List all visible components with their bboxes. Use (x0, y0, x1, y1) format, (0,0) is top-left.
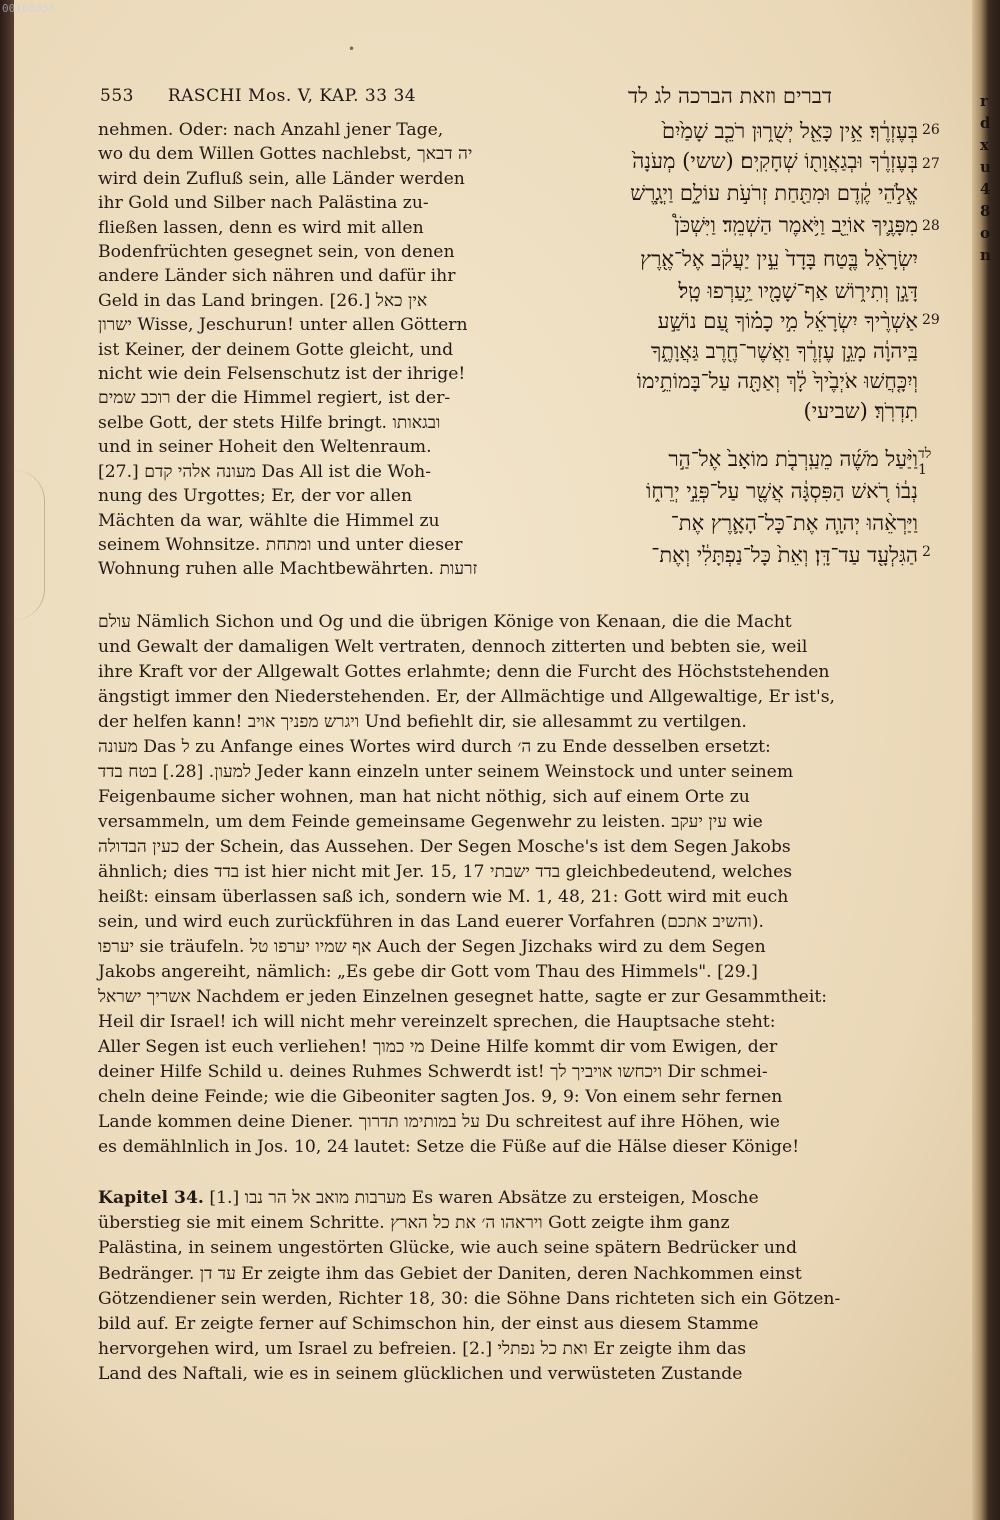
text-line: Götzendiener sein werden, Richter 18, 30: die Söhne Dans richteten sich ein Götzen- (98, 1288, 841, 1309)
hebrew-line: יִשְׂרָאֵ֨ל בֶּ֤טַח בָּדָד֙ עֵ֣ין יַעֲקֹ֔ב אֶל־אֶ֖רֶץ (640, 247, 918, 271)
chapter-34-first-line (98, 1186, 910, 1211)
text-line: fließen lassen, denn es wird mit allen (98, 217, 424, 238)
text-line: מעונה Das ל zu Anfange eines Wortes wird durch ה׳ zu Ende desselben ersetzt: (98, 737, 771, 757)
chapter-34-lines (98, 1211, 910, 1387)
paper-crease (14, 470, 45, 620)
hebrew-line: בַּֽיהוָ֔ה מָגֵ֣ן עֶזְרֶ֔ךָ וַאֲשֶׁר־חֶ֖רֶב גַּאֲוָתֶ֑ךָ (650, 339, 918, 363)
spine-letter: d (980, 114, 991, 132)
spine-letter: n (980, 246, 991, 264)
text-line: עולם Nämlich Sichon und Og und die übrigen Könige von Kenaan, die die Macht (98, 612, 792, 632)
text-line: der helfen kann! ויגרש מפניך אויב Und befiehlt dir, sie allesammt zu vertilgen. (98, 712, 747, 732)
text-line: Bodenfrüchten gesegnet sein, von denen (98, 242, 455, 263)
text-line: andere Länder sich nähren und dafür ihr (98, 266, 456, 287)
text-line: Bedränger. עד דן Er zeigte ihm das Gebiet der Daniten, deren Nachkommen einst (98, 1263, 802, 1284)
hebrew-line: אֱלֹ֣הֵי קֶ֔דֶם וּמִתַּ֖חַת זְרֹעֹ֣ת עוֹלָ֑ם וַיְגָ֧רֶשׁ (630, 181, 918, 205)
left-book-edge (0, 0, 14, 1520)
hebrew-line: נְב֔וֹ רֹ֚אשׁ הַפִּסְגָּ֔ה אֲשֶׁ֖ר עַל־פְּנֵ֣י יְרֵח֑וֹ (645, 479, 918, 503)
text-line: überstieg sie mit einem Schritte. ויראהו ה׳ את כל הארץ Gott zeigte ihm ganz (98, 1213, 730, 1234)
text-line: nehmen. Oder: nach Anzahl jener Tage, (98, 120, 444, 140)
hebrew-line: וְיִכָּ֤חֲשׁוּ אֹיְבֶ֙יךָ֙ לָ֔ךְ וְאַתָּ֖ה עַל־בָּמוֹתֵ֥ימוֹ (636, 369, 918, 393)
verse-number: 28 (922, 218, 940, 234)
spine-letter: r (980, 92, 988, 110)
text-line: und in seiner Hoheit den Weltenraum. (98, 437, 432, 458)
verse-number: 26 (922, 122, 940, 138)
text-line: sein, und wird euch zurückführen in das Land euerer Vorfahren (והשיב אתכם). (98, 912, 765, 932)
text-line: Feigenbaume sicher wohnen, man hat nicht nöthig, sich auf einem Orte zu (98, 787, 750, 807)
text-line: ihre Kraft vor der Allgewalt Gottes erlahmte; denn die Furcht des Höchststehenden (98, 662, 830, 682)
text-line: ängstigt immer den Niederstehenden. Er, der Allmächtige und Allgewaltige, Er ist's, (98, 687, 835, 707)
text-line: Aller Segen ist euch verliehen! מי כמוך Deine Hilfe kommt dir vom Ewigen, der (98, 1037, 778, 1057)
text-line: Lande kommen deine Diener. על במותימו תדרוך Du schreitest auf ihre Höhen, wie (98, 1112, 780, 1132)
hebrew-line: וַיַּרְאֵ֨הוּ יְהוָ֧ה אֶת־כָּל־הָאָ֛רֶץ אֶת־ (670, 511, 918, 535)
text-line: רוכב שמים der die Himmel regiert, ist der- (98, 388, 451, 409)
page-number: 553 (100, 86, 134, 106)
text-line: heißt: einsam überlassen saß ich, sondern wie M. 1, 48, 21: Gott wird mit euch (98, 887, 789, 907)
text-line: למעון. [28.] בטח בדד Jeder kann einzeln unter seinem Weinstock und unter seinem (98, 762, 794, 782)
text-line: cheln deine Feinde; wie die Gibeoniter sagten Jos. 9, 9: Von einem sehr fernen (98, 1087, 783, 1107)
text-line: Palästina, in seinem ungestörten Glücke, wie auch seine spätern Bedrücker und (98, 1238, 797, 1259)
chapter-34-commentary (98, 1186, 910, 1388)
text-line: Wohnung ruhen alle Machtbewährten. זרעות (98, 559, 478, 580)
spine-letter: 8 (980, 202, 991, 220)
verse-number: 27 (922, 156, 940, 172)
text-line: wo du dem Willen Gottes nachlebst, יה דבאך (98, 144, 473, 165)
commentary-full-width (98, 610, 910, 1160)
text-line: und Gewalt der damaligen Welt vertraten, dennoch zitterten und bebten sie, weil (98, 637, 808, 657)
text-line: hervorgehen wird, um Israel zu befreien. [2.] ואת כל נפתלי Er zeigte ihm das (98, 1339, 747, 1360)
text-line: selbe Gott, der stets Hilfe bringt. ובגאותו (98, 412, 441, 433)
verse-number: 2 (922, 544, 931, 560)
spine-letter: o (980, 224, 991, 242)
text-line: אשריך ישראל Nachdem er jeden Einzelnen gesegnet hatte, sagte er zur Gesammtheit: (98, 987, 828, 1007)
text-line: כעין הבדולה der Schein, das Aussehen. Der Segen Mosche's ist dem Segen Jakobs (98, 837, 791, 857)
hebrew-line: בְּעֶזְרֶ֔ךָ׃ אֵ֥ין כָּאֵ֖ל יְשֻׁר֑וּן רֹכֵ֤ב שָׁמַ֙יִם֙ (661, 119, 918, 143)
hebrew-line: דָּגָ֣ן וְתִיר֑וֹשׁ אַף־שָׁמָ֖יו יַ֥עַרְפוּ טָֽל׃ (678, 279, 918, 303)
text-line: יערפו sie träufeln. אף שמיו יערפו טל Auch der Segen Jizchaks wird zu dem Segen (98, 937, 766, 957)
text-line: Land des Naftali, wie es in seinem glücklichen und verwüsteten Zustande (98, 1364, 743, 1385)
scan-id: 00168836 (2, 2, 55, 15)
text-line: ähnlich; dies בדד ist hier nicht mit Jer. 15, 17 בדד ישבתי gleichbedeutend, welches (98, 862, 793, 882)
hebrew-line: אַשְׁרֶ֨יךָ יִשְׂרָאֵ֜ל מִ֣י כָמ֗וֹךָ עַ֚ם נוֹשַׁ֣ע (657, 309, 918, 333)
spine-letter: u (980, 158, 991, 176)
running-header-hebrew: דברים וזאת הברכה לג לד (627, 84, 833, 108)
hebrew-line: בְּעֶזְרֶ֔ךָ וּבְגַאֲוָת֖וֹ שְׁחָקִֽים׃ (ששי) מְעֹנָה֙ (632, 149, 918, 173)
dot-mark: • (348, 42, 356, 56)
hebrew-line: הַגִּלְעָ֖ד עַד־דָּֽן׃ וְאֵת֙ כָּל־נַפְתָּלִ֔י וְאֶת־ (651, 543, 918, 567)
chapter-34-first-line-text: [1.] מערבות מואב אל הר נבו Es waren Absätze zu ersteigen, Mosche (203, 1188, 759, 1208)
text-line: bild auf. Er zeigte ferner auf Schimschon hin, der einst aus diesem Stamme (98, 1314, 759, 1335)
header-title: RASCHI Mos. V, KAP. 33 34 (167, 86, 417, 106)
text-line: Heil dir Israel! ich will nicht mehr vereinzelt sprechen, die Hauptsache steht: (98, 1012, 776, 1032)
text-line: Mächten da war, wählte die Himmel zu (98, 510, 440, 531)
text-line: Geld in das Land bringen. [26.] אין כאל (98, 290, 428, 311)
text-line: Jakobs angereiht, nämlich: „Es gebe dir Gott vom Thau des Himmels". [29.] (98, 962, 758, 982)
text-line: ist Keiner, der deinem Gotte gleicht, und (98, 339, 454, 360)
text-line: seinem Wohnsitze. ומתחת und unter dieser (98, 534, 463, 555)
text-line: nicht wie dein Felsenschutz ist der ihrige! (98, 364, 466, 385)
spine-letter: 4 (980, 180, 991, 198)
spine-letter: x (980, 136, 989, 154)
text-line: [27.] מעונה אלהי קדם Das All ist die Woh- (98, 461, 432, 482)
text-line: ihr Gold und Silber nach Palästina zu- (98, 193, 429, 214)
text-line: nung des Urgottes; Er, der vor allen (98, 486, 413, 507)
chapter-heading: Kapitel 34. (98, 1188, 204, 1208)
running-header-left (100, 86, 480, 106)
commentary-left-column (98, 118, 528, 582)
text-line: versammeln, um dem Feinde gemeinsame Gegenwehr zu leisten. עין יעקב wie (98, 812, 763, 832)
hebrew-line: מִפָּנֶ֛יךָ אוֹיֵ֖ב וַיֹּ֥אמֶר הַשְׁמֵֽד׃ וַיִּשְׁכֹּן֩ (674, 213, 918, 237)
text-line: deiner Hilfe Schild u. deines Ruhmes Schwerdt ist! ויכחשו אויביך לך Dir schmei- (98, 1062, 768, 1082)
verse-number: לד 1 (918, 446, 932, 478)
spine-text (980, 90, 994, 266)
hebrew-line: תִדְרֹֽךְ׃ (שביעי) (803, 399, 918, 423)
text-line: ישרון Wisse, Jeschurun! unter allen Göttern (98, 315, 468, 336)
text-line: es demählnlich in Jos. 10, 24 lautet: Setze die Füße auf die Hälse dieser Könige! (98, 1137, 800, 1157)
verse-number: 29 (922, 312, 940, 328)
hebrew-line: וַיַּ֨עַל מֹשֶׁ֜ה מֵעַֽרְבֹ֤ת מוֹאָב֙ אֶל־הַ֣ר (668, 447, 918, 471)
text-line: wird dein Zufluß sein, alle Länder werden (98, 168, 465, 189)
